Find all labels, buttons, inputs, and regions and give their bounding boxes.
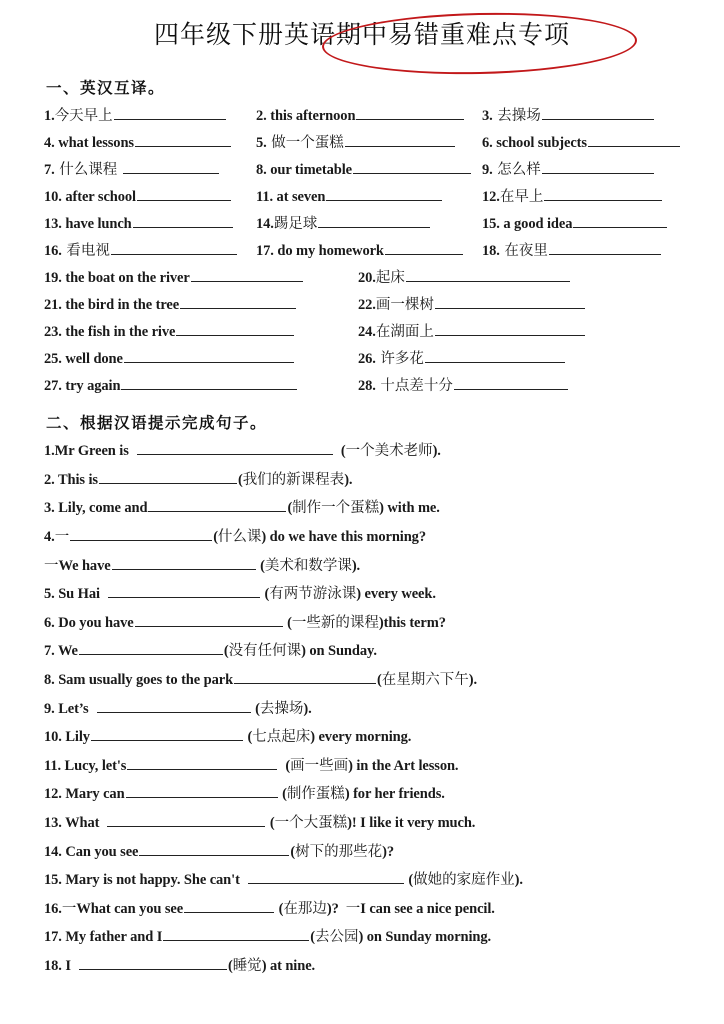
sentence-text-run: 18. I bbox=[44, 957, 78, 974]
translation-row bbox=[44, 185, 694, 212]
item-prompt: our timetable bbox=[266, 162, 353, 179]
translation-item bbox=[44, 104, 256, 125]
item-number: 15. bbox=[482, 216, 500, 233]
answer-blank[interactable] bbox=[107, 811, 265, 827]
page-title: 四年级下册英语期中易错重难点专项 bbox=[153, 20, 570, 49]
sentence-text-run: 在星期六下午 bbox=[381, 671, 469, 688]
sentence-completion-item bbox=[44, 668, 704, 697]
sentence-text-run: ( bbox=[287, 500, 293, 517]
sentence-text-run: 15. Mary is not happy. She can't bbox=[44, 872, 247, 889]
sentence-completion-item bbox=[44, 754, 704, 783]
translation-item bbox=[358, 320, 688, 341]
sentence-text-run: 画一些画 bbox=[290, 757, 349, 774]
item-prompt: 十点差十分 bbox=[375, 378, 453, 395]
sentence-text-run: 七点起床 bbox=[252, 729, 311, 746]
item-prompt: well done bbox=[61, 351, 123, 368]
sentence-text-run: 什么课 bbox=[217, 528, 262, 545]
item-number: 8. bbox=[256, 162, 267, 179]
sentence-text-run: 一 bbox=[44, 557, 59, 574]
answer-blank[interactable] bbox=[345, 131, 455, 147]
item-number: 23. bbox=[44, 324, 62, 341]
sentence-text-run: 11. Lucy, let's bbox=[44, 757, 127, 774]
sentence-text-run: ) every week. bbox=[356, 586, 436, 603]
sentence-text-run: ) for her friends. bbox=[344, 786, 445, 803]
sentence-text-run: ( bbox=[278, 757, 291, 774]
translation-row bbox=[44, 104, 694, 131]
sentence-text-run: 一个美术老师 bbox=[345, 443, 433, 460]
translation-item bbox=[44, 212, 256, 233]
sentence-text-run: 去公园 bbox=[315, 929, 359, 946]
answer-blank[interactable] bbox=[234, 668, 376, 684]
item-prompt: 怎么样 bbox=[492, 162, 541, 179]
answer-blank[interactable] bbox=[111, 239, 237, 255]
item-prompt: 画一棵树 bbox=[375, 297, 434, 314]
translation-item bbox=[44, 320, 358, 341]
item-prompt: 看电视 bbox=[61, 243, 110, 260]
sentence-text-run: 14. Can you see bbox=[44, 843, 139, 860]
item-prompt: do my homework bbox=[273, 243, 384, 260]
answer-blank[interactable] bbox=[137, 439, 333, 455]
translation-item bbox=[358, 293, 688, 314]
sentence-text-run: ( bbox=[278, 786, 287, 803]
sentence-text-run: 在那边 bbox=[283, 900, 327, 917]
item-number: 5. bbox=[256, 135, 267, 152]
item-prompt: 去操场 bbox=[492, 108, 541, 125]
item-number: 18. bbox=[482, 243, 500, 260]
sentence-completion-item bbox=[44, 639, 704, 668]
sentence-text-run: 16. bbox=[44, 900, 62, 917]
sentence-text-run: ( bbox=[275, 900, 284, 917]
item-prompt: 做一个蛋糕 bbox=[266, 135, 344, 152]
sentence-text-run: 一 bbox=[345, 900, 361, 917]
item-prompt: 起床 bbox=[375, 270, 405, 287]
translation-item bbox=[256, 185, 482, 206]
sentence-text-run: ) do we have this morning? bbox=[261, 528, 426, 545]
answer-blank[interactable] bbox=[385, 239, 463, 255]
item-prompt: 许多花 bbox=[375, 351, 424, 368]
sentence-text-run: ). bbox=[432, 443, 441, 460]
sentence-text-run: ). bbox=[344, 471, 353, 488]
item-prompt: at seven bbox=[273, 189, 326, 206]
answer-blank[interactable] bbox=[176, 320, 294, 336]
answer-blank[interactable] bbox=[99, 468, 237, 484]
translation-row bbox=[44, 374, 694, 401]
answer-blank[interactable] bbox=[544, 185, 662, 201]
translation-item bbox=[482, 185, 694, 206]
sentence-completion-item bbox=[44, 925, 704, 954]
sentence-text-run: 制作蛋糕 bbox=[286, 786, 345, 803]
sentence-text-run: What can you see bbox=[76, 900, 184, 917]
translation-item bbox=[44, 131, 256, 152]
answer-blank[interactable] bbox=[135, 131, 231, 147]
translation-item bbox=[482, 131, 694, 152]
sentence-text-run: 9. Let’s bbox=[44, 700, 96, 717]
answer-blank[interactable] bbox=[406, 266, 570, 282]
item-number: 27. bbox=[44, 378, 62, 395]
translation-exercise-grid-wide bbox=[44, 266, 694, 401]
sentence-text-run: )? bbox=[382, 843, 394, 860]
sentence-text-run: 7. We bbox=[44, 643, 78, 660]
item-number: 10. bbox=[44, 189, 62, 206]
sentence-text-run: 一个大蛋糕 bbox=[274, 814, 348, 831]
translation-row bbox=[44, 347, 694, 374]
sentence-text-run: 制作一个蛋糕 bbox=[292, 500, 380, 517]
sentence-text-run: 4. bbox=[44, 528, 55, 545]
item-number: 16. bbox=[44, 243, 62, 260]
answer-blank[interactable] bbox=[126, 782, 278, 798]
answer-blank[interactable] bbox=[91, 725, 243, 741]
translation-item bbox=[256, 158, 482, 179]
item-prompt: 踢足球 bbox=[273, 216, 318, 233]
item-prompt: this afternoon bbox=[266, 108, 356, 125]
item-number: 14. bbox=[256, 216, 274, 233]
item-number: 26. bbox=[358, 351, 376, 368]
answer-blank[interactable] bbox=[114, 104, 226, 120]
translation-item bbox=[44, 239, 256, 260]
translation-row bbox=[44, 239, 694, 266]
sentence-text-run: 17. My father and I bbox=[44, 929, 163, 946]
item-number: 21. bbox=[44, 297, 62, 314]
translation-item bbox=[256, 131, 482, 152]
answer-blank[interactable] bbox=[542, 158, 654, 174]
answer-blank[interactable] bbox=[97, 696, 251, 712]
translation-item bbox=[44, 347, 358, 368]
item-prompt: the fish in the rive bbox=[61, 324, 176, 341]
sentence-text-run: ( bbox=[251, 700, 260, 717]
sentence-completion-item bbox=[44, 468, 704, 497]
sentence-text-run: )this term? bbox=[378, 614, 446, 631]
answer-blank[interactable] bbox=[588, 131, 680, 147]
sentence-text-run: ). bbox=[468, 671, 478, 688]
translation-item bbox=[358, 374, 688, 395]
item-number: 2. bbox=[256, 108, 267, 125]
sentence-completion-item bbox=[44, 725, 704, 754]
answer-blank[interactable] bbox=[123, 158, 219, 174]
sentence-text-run: ( bbox=[404, 872, 414, 889]
item-prompt: 在湖面上 bbox=[375, 324, 434, 341]
sentence-text-run: ) at nine. bbox=[261, 957, 316, 974]
translation-item bbox=[44, 158, 256, 179]
translation-item bbox=[358, 347, 688, 368]
answer-blank[interactable] bbox=[435, 320, 585, 336]
translation-item bbox=[482, 104, 694, 125]
sentence-text-run: 12. Mary can bbox=[44, 786, 125, 803]
answer-blank[interactable] bbox=[326, 185, 442, 201]
sentence-text-run: 8. Sam usually goes to the park bbox=[44, 671, 234, 688]
answer-blank[interactable] bbox=[79, 639, 223, 655]
sentence-text-run: 10. Lily bbox=[44, 729, 90, 746]
sentence-text-run: 6. Do you have bbox=[44, 614, 134, 631]
item-number: 9. bbox=[482, 162, 493, 179]
sentence-text-run: ( bbox=[333, 443, 346, 460]
sentence-text-run: ( bbox=[243, 729, 253, 746]
answer-blank[interactable] bbox=[184, 897, 274, 913]
translation-item bbox=[44, 185, 256, 206]
answer-blank[interactable] bbox=[139, 839, 289, 855]
sentence-text-run: I can see a nice pencil. bbox=[360, 900, 495, 917]
sentence-text-run: ( bbox=[377, 671, 382, 688]
sentence-completion-item bbox=[44, 811, 704, 840]
item-prompt: try again bbox=[61, 378, 121, 395]
sentence-completion-item bbox=[44, 954, 704, 983]
item-number: 6. bbox=[482, 135, 493, 152]
item-number: 7. bbox=[44, 162, 55, 179]
item-prompt: 今天早上 bbox=[54, 108, 113, 125]
sentence-completion-item bbox=[44, 782, 704, 811]
answer-blank[interactable] bbox=[356, 104, 464, 120]
answer-blank[interactable] bbox=[425, 347, 565, 363]
answer-blank[interactable] bbox=[121, 374, 297, 390]
sentence-text-run: ) in the Art lesson. bbox=[348, 757, 459, 774]
sentence-completion-item bbox=[44, 496, 704, 525]
item-number: 11. bbox=[256, 189, 274, 206]
item-prompt: what lessons bbox=[54, 135, 134, 152]
item-number: 3. bbox=[482, 108, 493, 125]
sentence-text-run: 3. Lily, come and bbox=[44, 500, 148, 517]
answer-blank[interactable] bbox=[318, 212, 430, 228]
sentence-text-run: ( bbox=[256, 557, 265, 574]
item-number: 19. bbox=[44, 270, 62, 287]
sentence-completion-list bbox=[44, 439, 704, 982]
translation-row bbox=[44, 158, 694, 185]
translation-item bbox=[256, 104, 482, 125]
translation-item bbox=[482, 158, 694, 179]
answer-blank[interactable] bbox=[148, 496, 286, 512]
item-number: 12. bbox=[482, 189, 500, 206]
answer-blank[interactable] bbox=[549, 239, 661, 255]
answer-blank[interactable] bbox=[135, 611, 283, 627]
sentence-completion-item bbox=[44, 611, 704, 640]
answer-blank[interactable] bbox=[454, 374, 568, 390]
answer-blank[interactable] bbox=[133, 212, 233, 228]
item-number: 22. bbox=[358, 297, 376, 314]
sentence-text-run: 1.Mr Green is bbox=[44, 443, 136, 460]
sentence-text-run: )? bbox=[326, 900, 346, 917]
sentence-completion-item bbox=[44, 553, 704, 582]
sentence-text-run: 美术和数学课 bbox=[264, 557, 352, 574]
item-prompt: a good idea bbox=[499, 216, 573, 233]
sentence-text-run: ( bbox=[237, 471, 243, 488]
answer-blank[interactable] bbox=[573, 212, 667, 228]
sentence-text-run: 去操场 bbox=[259, 700, 304, 717]
item-prompt: have lunch bbox=[61, 216, 132, 233]
sentence-text-run: 13. What bbox=[44, 814, 107, 831]
sentence-completion-item bbox=[44, 525, 704, 554]
sentence-text-run: ( bbox=[290, 843, 296, 860]
translation-row bbox=[44, 131, 694, 158]
sentence-completion-item bbox=[44, 897, 704, 926]
sentence-text-run: ). bbox=[514, 872, 523, 889]
sentence-completion-item bbox=[44, 868, 704, 897]
translation-item bbox=[482, 212, 694, 233]
sentence-text-run: ) every morning. bbox=[310, 729, 412, 746]
sentence-text-run: 做她的家庭作业 bbox=[413, 872, 515, 889]
translation-item bbox=[482, 239, 694, 260]
item-number: 24. bbox=[358, 324, 376, 341]
sentence-text-run: 5. Su Hai bbox=[44, 586, 107, 603]
item-number: 1. bbox=[44, 108, 55, 125]
translation-row bbox=[44, 212, 694, 239]
item-prompt: after school bbox=[61, 189, 136, 206]
answer-blank[interactable] bbox=[112, 553, 256, 569]
sentence-text-run: ) on Sunday. bbox=[301, 643, 377, 660]
answer-blank[interactable] bbox=[163, 925, 309, 941]
translation-item bbox=[44, 293, 358, 314]
item-prompt: 什么课程 bbox=[54, 162, 122, 179]
translation-item bbox=[358, 266, 688, 287]
translation-item bbox=[44, 266, 358, 287]
item-number: 20. bbox=[358, 270, 376, 287]
translation-row bbox=[44, 293, 694, 320]
item-number: 4. bbox=[44, 135, 55, 152]
translation-row bbox=[44, 266, 694, 293]
sentence-text-run: 一 bbox=[61, 900, 77, 917]
sentence-text-run: We have bbox=[58, 557, 111, 574]
item-prompt: the bird in the tree bbox=[61, 297, 180, 314]
item-prompt: 在早上 bbox=[499, 189, 544, 206]
section-1-heading: 一、英汉互译。 bbox=[46, 79, 166, 97]
sentence-text-run: 树下的那些花 bbox=[295, 843, 383, 860]
sentence-text-run: 2. This is bbox=[44, 471, 98, 488]
sentence-text-run: ) with me. bbox=[379, 500, 440, 517]
answer-blank[interactable] bbox=[180, 293, 296, 309]
title-area bbox=[0, 0, 724, 76]
translation-exercise-grid bbox=[44, 104, 694, 266]
sentence-text-run: 有两节游泳课 bbox=[269, 586, 357, 603]
item-number: 28. bbox=[358, 378, 376, 395]
answer-blank[interactable] bbox=[435, 293, 585, 309]
translation-item bbox=[44, 374, 358, 395]
sentence-completion-item bbox=[44, 839, 704, 868]
sentence-text-run: )! I like it very much. bbox=[347, 814, 476, 831]
sentence-text-run: ( bbox=[223, 643, 229, 660]
item-prompt: 在夜里 bbox=[499, 243, 548, 260]
sentence-completion-item bbox=[44, 582, 704, 611]
translation-item bbox=[256, 212, 482, 233]
item-number: 17. bbox=[256, 243, 274, 260]
answer-blank[interactable] bbox=[353, 158, 471, 174]
answer-blank[interactable] bbox=[124, 347, 294, 363]
answer-blank[interactable] bbox=[70, 525, 212, 541]
answer-blank[interactable] bbox=[127, 754, 277, 770]
sentence-text-run: ( bbox=[310, 929, 315, 946]
sentence-text-run: 我们的新课程表 bbox=[242, 471, 345, 488]
sentence-completion-item bbox=[44, 439, 704, 468]
sentence-text-run: ). bbox=[303, 700, 312, 717]
answer-blank[interactable] bbox=[248, 868, 404, 884]
sentence-text-run: ( bbox=[283, 614, 292, 631]
sentence-text-run: 睡觉 bbox=[232, 957, 262, 974]
translation-row bbox=[44, 320, 694, 347]
sentence-completion-item bbox=[44, 696, 704, 725]
sentence-text-run: 没有任何课 bbox=[228, 643, 302, 660]
answer-blank[interactable] bbox=[137, 185, 231, 201]
sentence-text-run: ( bbox=[266, 814, 275, 831]
sentence-text-run: ) on Sunday morning. bbox=[358, 929, 492, 946]
answer-blank[interactable] bbox=[79, 954, 227, 970]
sentence-text-run: ( bbox=[227, 957, 233, 974]
answer-blank[interactable] bbox=[542, 104, 654, 120]
sentence-text-run: ( bbox=[213, 528, 218, 545]
sentence-text-run: 一 bbox=[54, 528, 70, 545]
section-2-heading: 二、根据汉语提示完成句子。 bbox=[46, 414, 268, 432]
answer-blank[interactable] bbox=[108, 582, 260, 598]
item-prompt: school subjects bbox=[492, 135, 587, 152]
item-prompt: the boat on the river bbox=[61, 270, 190, 287]
item-number: 25. bbox=[44, 351, 62, 368]
item-number: 13. bbox=[44, 216, 62, 233]
sentence-text-run: 一些新的课程 bbox=[291, 614, 379, 631]
sentence-text-run: ). bbox=[351, 557, 361, 574]
answer-blank[interactable] bbox=[191, 266, 303, 282]
translation-item bbox=[256, 239, 482, 260]
sentence-text-run: ( bbox=[260, 586, 270, 603]
